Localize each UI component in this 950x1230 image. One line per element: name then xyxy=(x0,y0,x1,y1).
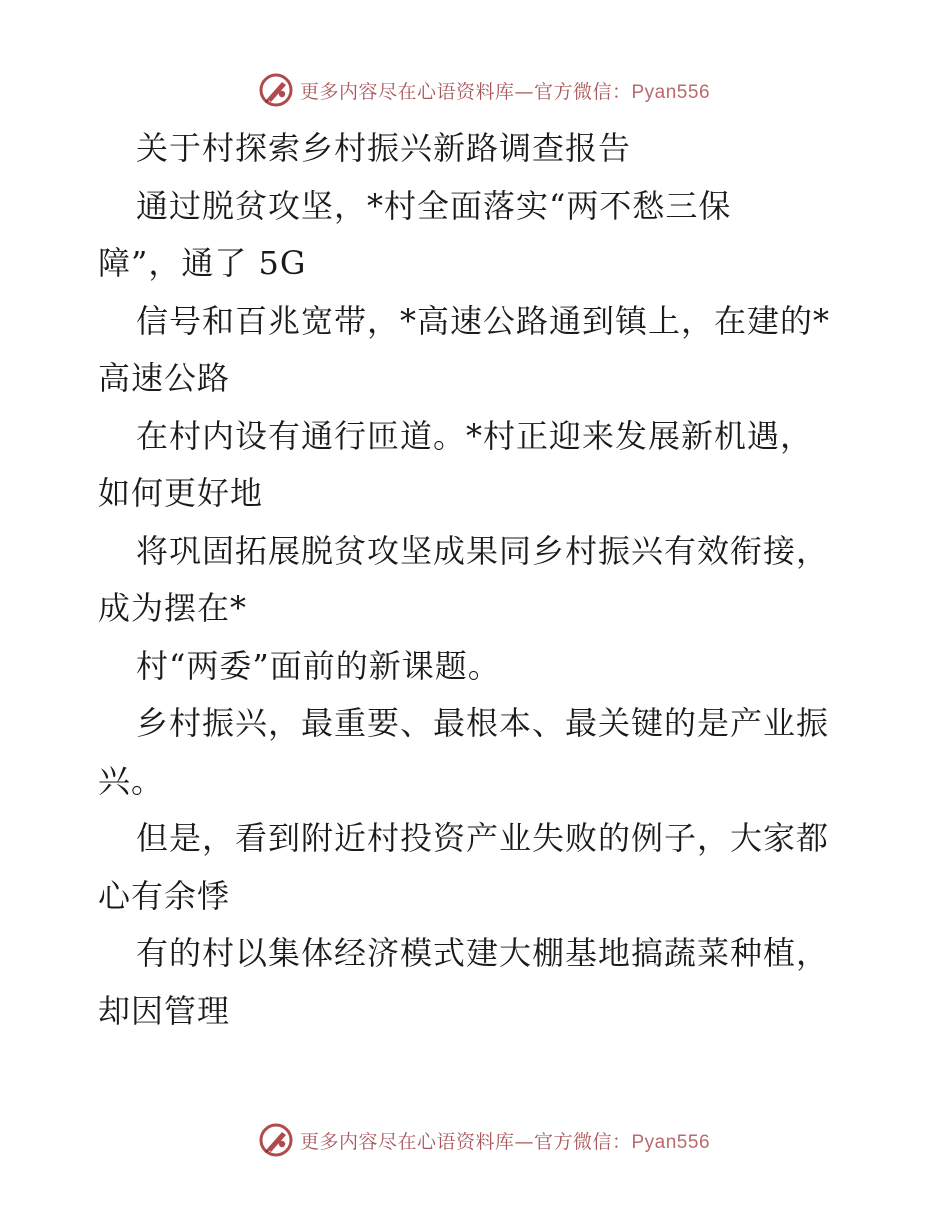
footer-watermark-id: Pyan556 xyxy=(631,1131,711,1153)
document-line: 却因管理 xyxy=(98,991,231,1030)
document-line: 村“两委”面前的新课题。 xyxy=(136,646,501,685)
document-line: 心有余悸 xyxy=(98,876,231,915)
document-line: 通过脱贫攻坚，*村全面落实“两不愁三保 xyxy=(136,186,732,225)
pen-logo-icon xyxy=(258,1122,294,1158)
document-line: 在村内设有通行匝道。*村正迎来发展新机遇， xyxy=(136,416,814,455)
header-watermark-text xyxy=(300,77,710,104)
document-line: 关于村探索乡村振兴新路调查报告 xyxy=(136,129,632,167)
footer-watermark-text xyxy=(300,1127,710,1154)
document-line: 障”，通了 5G xyxy=(98,244,307,282)
footer-watermark-inner xyxy=(258,1122,710,1158)
pen-logo-icon xyxy=(258,72,294,108)
document-line: 但是，看到附近村投资产业失败的例子，大家都 xyxy=(136,819,830,857)
document-line: 信号和百兆宽带，*高速公路通到镇上，在建的* xyxy=(136,301,831,340)
document-line: 将巩固拓展脱贫攻坚成果同乡村振兴有效衔接， xyxy=(136,531,830,570)
footer-watermark-main: 更多内容尽在心语资料库—官方微信： xyxy=(299,1130,632,1153)
document-line: 有的村以集体经济模式建大棚基地搞蔬菜种植， xyxy=(136,934,830,972)
document-line: 乡村振兴，最重要、最根本、最关键的是产业振 xyxy=(136,704,830,742)
document-line: 高速公路 xyxy=(98,359,231,397)
header-watermark-inner xyxy=(258,72,710,108)
header-watermark-id: Pyan556 xyxy=(631,81,711,103)
header-watermark xyxy=(0,70,950,110)
document-line: 成为摆在* xyxy=(98,589,248,627)
document-line: 如何更好地 xyxy=(98,474,264,512)
header-watermark-main: 更多内容尽在心语资料库—官方微信： xyxy=(299,80,632,103)
document-line: 兴。 xyxy=(98,761,165,800)
footer-watermark xyxy=(0,1120,950,1160)
document-body xyxy=(98,120,858,1040)
